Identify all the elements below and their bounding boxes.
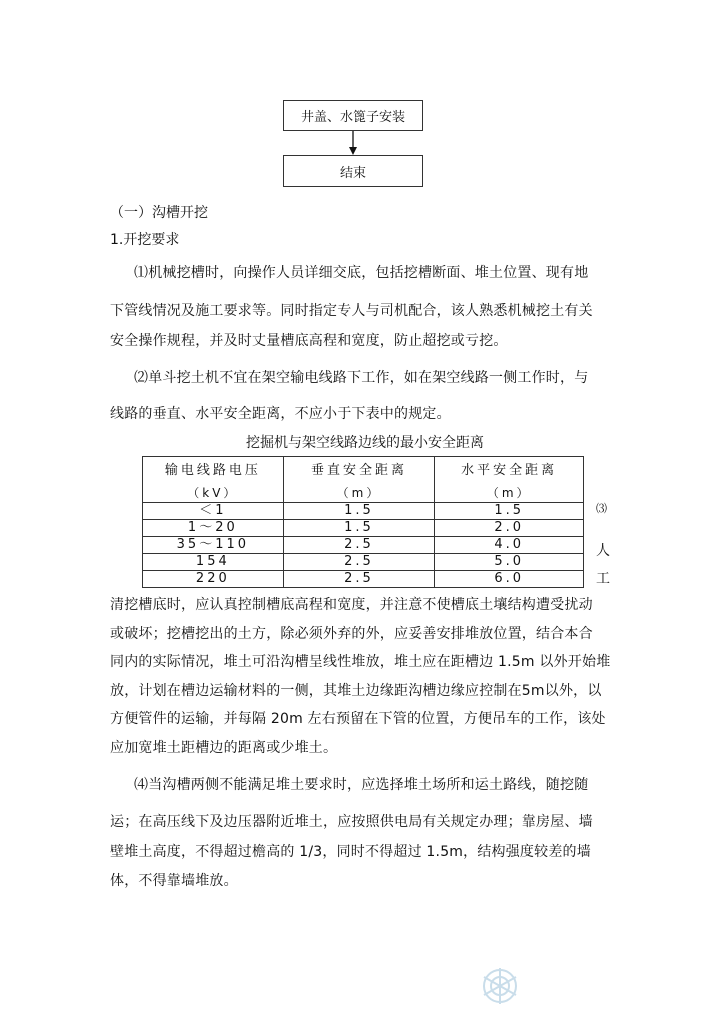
p1-line-2: 下管线情况及施工要求等。同时指定专人与司机配合，该人熟悉机械挖土有关 — [110, 303, 593, 319]
table-caption: 挖掘机与架空线路边线的最小安全距离 — [246, 435, 484, 451]
p3-line-1: 清挖槽底时，应认真控制槽底高程和宽度，并注意不使槽底土壤结构遭受扰动 — [110, 597, 593, 613]
p2-line-1: ⑵单斗挖土机不宜在架空输电线路下工作，如在架空线路一侧工作时，与 — [134, 370, 589, 386]
table-header: 垂直安全距离 — [283, 457, 435, 485]
section-heading: （一）沟槽开挖 — [110, 205, 208, 221]
p3-line-2: 或破坏；挖槽挖出的土方，除必须外弃的外，应妥善安排堆放位置，结合本合 — [110, 626, 593, 642]
table-cell: 154 — [143, 554, 284, 571]
table-cell: 4.0 — [435, 537, 584, 554]
safety-distance-table — [142, 456, 584, 588]
table-cell: 1.5 — [283, 520, 435, 537]
p3-line-3: 同内的实际情况，堆土可沿沟槽呈线性堆放，堆土应在距槽边 1.5m 以外开始堆 — [110, 654, 611, 670]
p4-line-2: 运；在高压线下及边压器附近堆土，应按照供电局有关规定办理；靠房屋、墙 — [110, 814, 593, 830]
side-text-item: 工 — [596, 571, 610, 587]
p4-line-1: ⑷当沟槽两侧不能满足堆土要求时，应选择堆土场所和运土路线，随挖随 — [134, 777, 589, 793]
table-cell: 6.0 — [435, 571, 584, 588]
table-cell: 35～110 — [143, 537, 284, 554]
table-row — [143, 571, 584, 588]
table-cell: 220 — [143, 571, 284, 588]
table-cell: ＜1 — [143, 503, 284, 520]
table-unit: （m） — [283, 484, 435, 503]
p3-line-4: 放，计划在槽边运输材料的一侧，其堆土边缘距沟槽边缘应控制在5m以外，以 — [110, 683, 602, 699]
table-cell: 1.5 — [283, 503, 435, 520]
table-cell: 2.5 — [283, 554, 435, 571]
sub-heading: 1.开挖要求 — [110, 232, 180, 248]
table-unit-row — [143, 484, 584, 503]
table-unit: （kV） — [143, 484, 284, 503]
flow-arrow-icon — [345, 131, 361, 156]
watermark-snowflake-icon — [478, 964, 522, 1008]
p1-line-3: 安全操作规程，并及时丈量槽底高程和宽度，防止超挖或亏挖。 — [110, 333, 508, 349]
table-cell: 2.5 — [283, 537, 435, 554]
p3-line-5: 方便管件的运输，并每隔 20m 左右预留在下管的位置，方便吊车的工作，该处 — [110, 711, 606, 727]
table-header: 输电线路电压 — [143, 457, 284, 485]
table-cell: 1.5 — [435, 503, 584, 520]
table-unit: （m） — [435, 484, 584, 503]
table-row — [143, 554, 584, 571]
side-text-item: 人 — [596, 543, 610, 559]
p4-line-3: 壁堆土高度，不得超过檐高的 1/3，同时不得超过 1.5m，结构强度较差的墙 — [110, 844, 591, 860]
table-cell: 2.5 — [283, 571, 435, 588]
table-row — [143, 537, 584, 554]
flowchart-box-end: 结束 — [283, 155, 423, 187]
table-cell: 2.0 — [435, 520, 584, 537]
table-row — [143, 520, 584, 537]
p1-line-1: ⑴机械挖槽时，向操作人员详细交底，包括挖槽断面、堆土位置、现有地 — [134, 265, 589, 281]
flowchart-box-well-cover: 井盖、水篦子安装 — [283, 100, 423, 131]
table-header-row — [143, 457, 584, 485]
p2-line-2: 线路的垂直、水平安全距离，不应小于下表中的规定。 — [110, 406, 451, 422]
table-cell: 5.0 — [435, 554, 584, 571]
table-header: 水平安全距离 — [435, 457, 584, 485]
table-row — [143, 503, 584, 520]
p4-line-4: 体，不得靠墙堆放。 — [110, 873, 238, 889]
table-cell: 1～20 — [143, 520, 284, 537]
side-text-item: ⑶ — [596, 502, 607, 515]
p3-line-6: 应加宽堆土距槽边的距离或少堆土。 — [110, 740, 338, 756]
